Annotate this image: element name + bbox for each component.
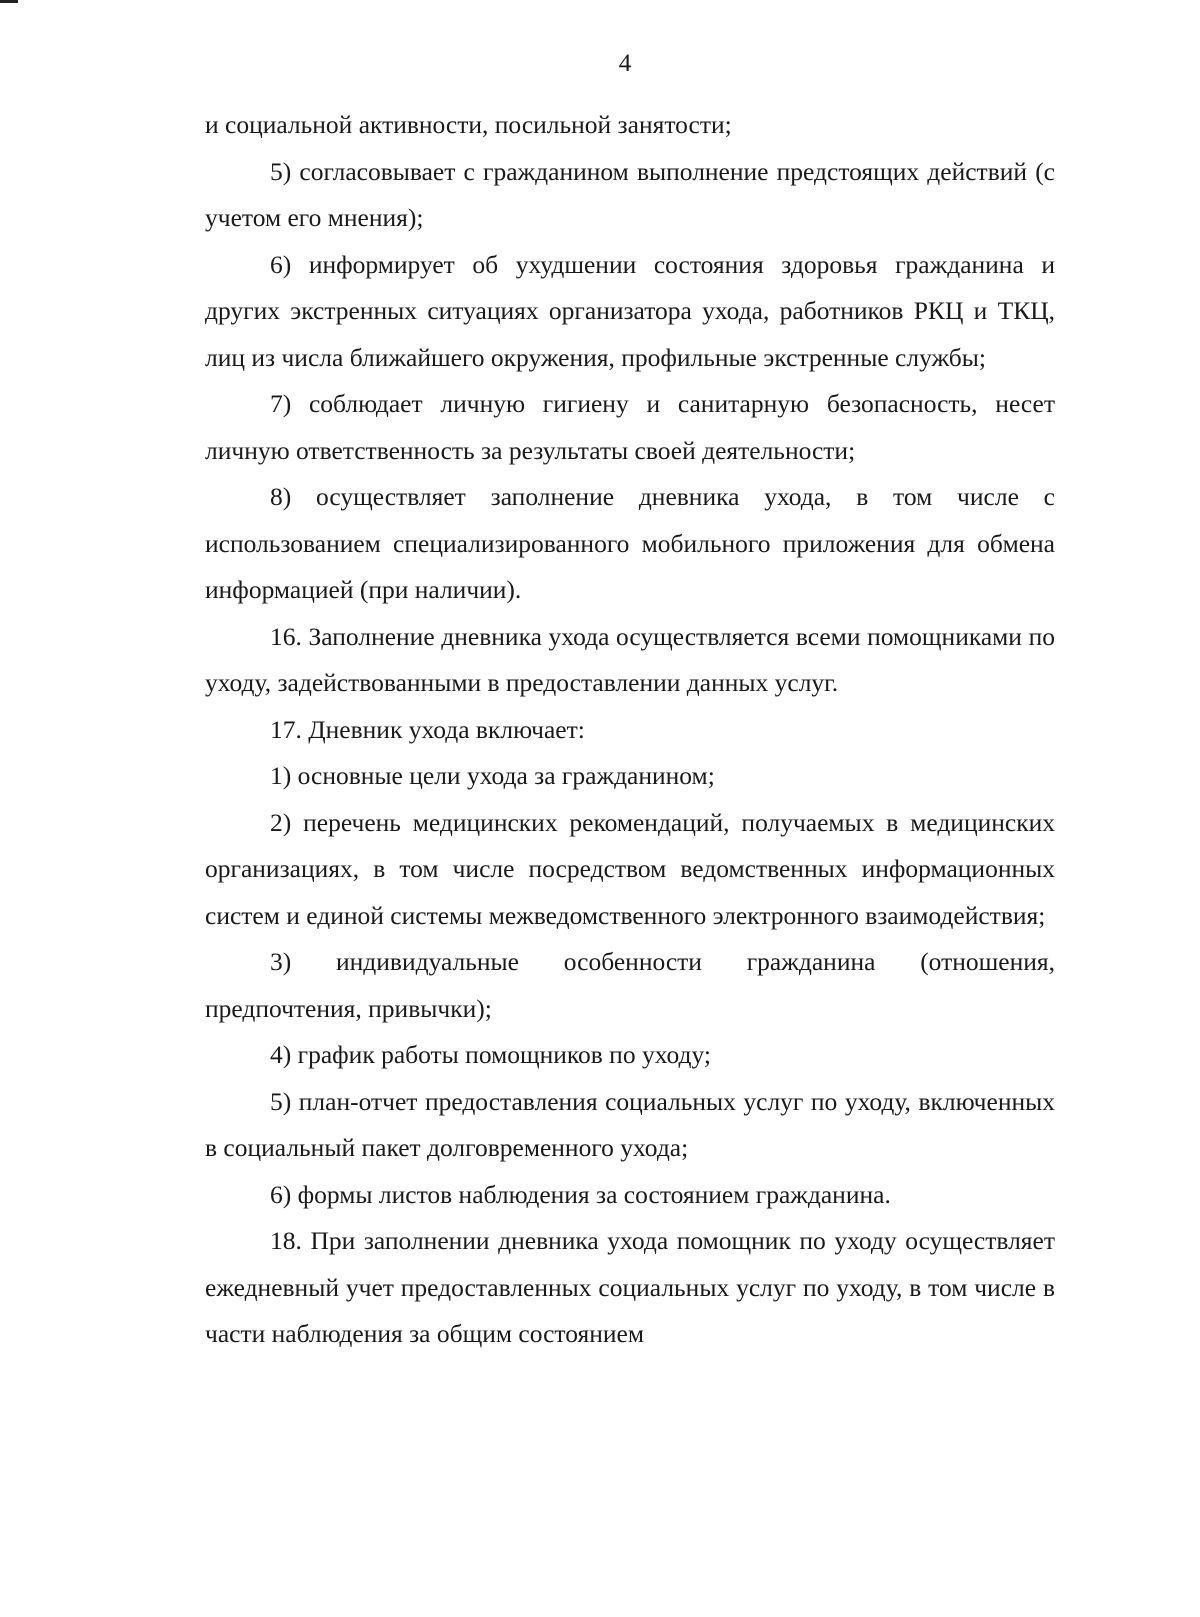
paragraph: 17. Дневник ухода включает: [270, 714, 585, 744]
paragraph: 8) осуществляет заполнение дневника ухода, в том числе с использованием специализированного мобильного приложения для обмена информацией (при наличии). [205, 482, 1055, 604]
paragraph: 7) соблюдает личную гигиену и санитарную безопасность, несет личную ответственность за результаты своей деятельности; [205, 389, 1055, 465]
scan-corner-mark [0, 0, 18, 3]
paragraph: 16. Заполнение дневника ухода осуществляется всеми помощниками по уходу, задействованными в предоставлении данных услуг. [205, 621, 1055, 697]
paragraph: 1) основные цели ухода за гражданином; [270, 761, 715, 790]
document-body [205, 102, 1055, 1358]
paragraph: 3) индивидуальные особенности гражданина (отношения, предпочтения, привычки); [205, 947, 1055, 1023]
paragraph: 4) график работы помощников по уходу; [270, 1040, 711, 1069]
paragraph: 5) план-отчет предоставления социальных услуг по уходу, включенных в социальный пакет долговременного ухода; [205, 1086, 1055, 1162]
paragraph: 18. При заполнении дневника ухода помощник по уходу осуществляет ежедневный учет предоставленных социальных услуг по уходу, в том числе в части наблюдения за общим состоянием [205, 1226, 1055, 1348]
paragraph: 6) информирует об ухудшении состояния здоровья гражданина и других экстренных ситуациях организатора ухода, работников РКЦ и ТКЦ, лиц из числа ближайшего окружения, профильные экстренные службы; [205, 249, 1055, 372]
paragraph: 6) формы листов наблюдения за состоянием гражданина. [270, 1179, 891, 1209]
paragraph: 5) согласовывает с гражданином выполнение предстоящих действий (с учетом его мнения); [205, 156, 1055, 232]
paragraph: 2) перечень медицинских рекомендаций, получаемых в медицинских организациях, в том числе посредством ведомственных информационных систем и единой системы межведомственного электронного взаимодействия; [205, 807, 1055, 930]
paragraph: и социальной активности, посильной занятости; [205, 110, 732, 139]
page-number: 4 [618, 50, 632, 77]
